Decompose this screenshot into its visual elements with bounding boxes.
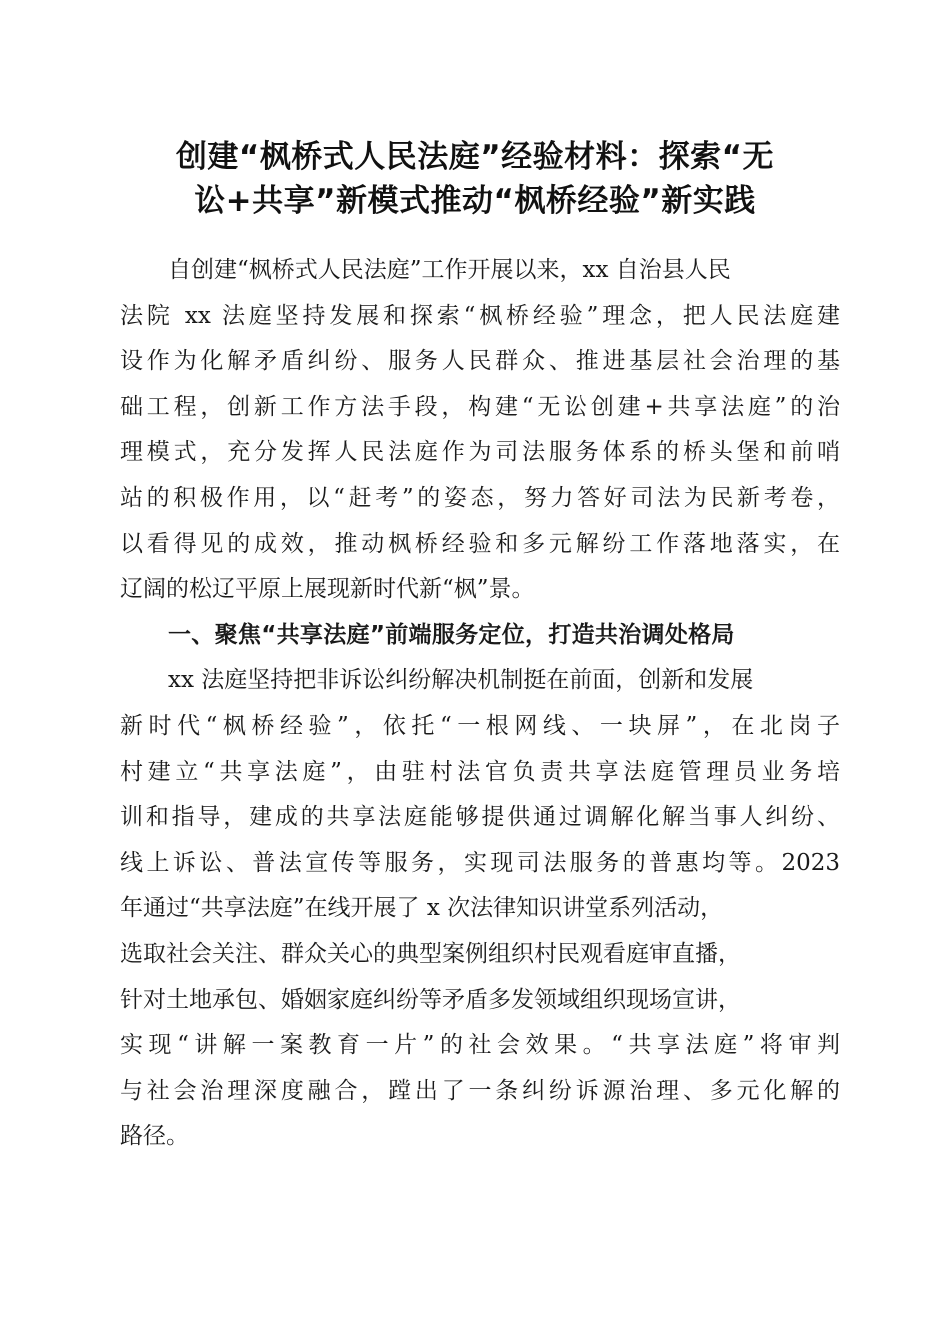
text-line: 选取社会关注、群众关心的典型案例组织村民观看庭审直播， <box>120 940 741 967</box>
text-line: 理模式，充分发挥人民法庭作为司法服务体系的桥头堡和前哨 <box>120 439 840 466</box>
text-line: 以看得见的成效，推动枫桥经验和多元解纷工作落地落实，在 <box>120 530 840 557</box>
title-line-2: 讼+共享”新模式推动“枫桥经验”新实践 <box>194 183 756 219</box>
text-line: 村建立“共享法庭”，由驻村法官负责共享法庭管理员业务培 <box>120 758 840 785</box>
paragraph-shared-court <box>120 658 840 1160</box>
text-line: 实现“讲解一案教育一片”的社会效果。“共享法庭”将审判 <box>120 1032 840 1059</box>
text-line: 新时代“枫桥经验”，依托“一根网线、一块屏”，在北岗子 <box>120 712 840 739</box>
title-line-1: 创建“枫桥式人民法庭”经验材料：探索“无 <box>175 139 775 175</box>
text-line: 路径。 <box>120 1123 189 1150</box>
text-line: 法院 xx 法庭坚持发展和探索“枫桥经验”理念，把人民法庭建 <box>120 302 840 329</box>
text-line: 训和指导，建成的共享法庭能够提供通过调解化解当事人纠纷、 <box>120 804 840 831</box>
document-body <box>120 248 840 1160</box>
text-line: 辽阔的松辽平原上展现新时代新“枫”景。 <box>120 576 535 603</box>
document-title <box>100 135 850 223</box>
text-line: 设作为化解矛盾纠纷、服务人民群众、推进基层社会治理的基 <box>120 348 840 375</box>
text-line: 与社会治理深度融合，蹚出了一条纠纷诉源治理、多元化解的 <box>120 1077 840 1104</box>
text-line: 年通过“共享法庭”在线开展了 x 次法律知识讲堂系列活动， <box>120 895 724 922</box>
section-heading: 一、聚焦“共享法庭”前端服务定位，打造共治调处格局 <box>168 621 735 648</box>
text-line: xx 法庭坚持把非诉讼纠纷解决机制挺在前面，创新和发展 <box>168 667 754 694</box>
text-line: 自创建“枫桥式人民法庭”工作开展以来，xx 自治县人民 <box>168 257 731 283</box>
text-line: 线上诉讼、普法宣传等服务，实现司法服务的普惠均等。2023 <box>120 849 840 876</box>
text-line: 础工程，创新工作方法手段，构建“无讼创建+共享法庭”的治 <box>120 393 840 420</box>
text-line: 站的积极作用，以“赶考”的姿态，努力答好司法为民新考卷， <box>120 484 840 511</box>
paragraph-intro <box>120 248 840 613</box>
text-line: 针对土地承包、婚姻家庭纠纷等矛盾多发领域组织现场宣讲， <box>120 986 741 1013</box>
